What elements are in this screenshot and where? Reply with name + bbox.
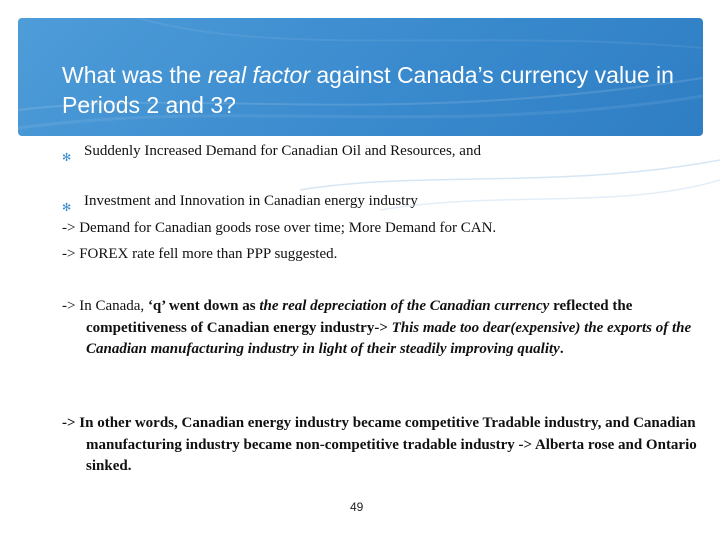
paragraph-real-depreciation: -> In Canada, ‘q’ went down as the real depreciation of the Canadian currency reflected the competitiveness of Canadian energy industry-> This made too dear(expensive) the exports of the Canadian manufacturing industry in light of their steadily improving quality. [62, 298, 692, 357]
text-line-demand: -> Demand for Canadian goods rose over time; More Demand for CAN. [62, 220, 497, 236]
text-line-forex: -> FOREX rate fell more than PPP suggested. [62, 246, 338, 262]
bullet-item-1: Suddenly Increased Demand for Canadian Oil and Resources, and [84, 143, 481, 159]
bullet-item-2: Investment and Innovation in Canadian energy industry [84, 193, 418, 209]
paragraph-in-other-words: -> In other words, Canadian energy industry became competitive Tradable industry, and Canadian manufacturing industry became non-competitive tradable industry -> Alberta rose and Ontario sinked. [62, 415, 697, 474]
slide-title: What was the real factor against Canada’s currency value in Periods 2 and 3? [62, 62, 674, 118]
asterisk-bullet-icon: ✻ [62, 151, 72, 164]
title-band [18, 18, 703, 136]
page-number: 49 [350, 500, 364, 514]
asterisk-bullet-icon: ✻ [62, 201, 72, 214]
